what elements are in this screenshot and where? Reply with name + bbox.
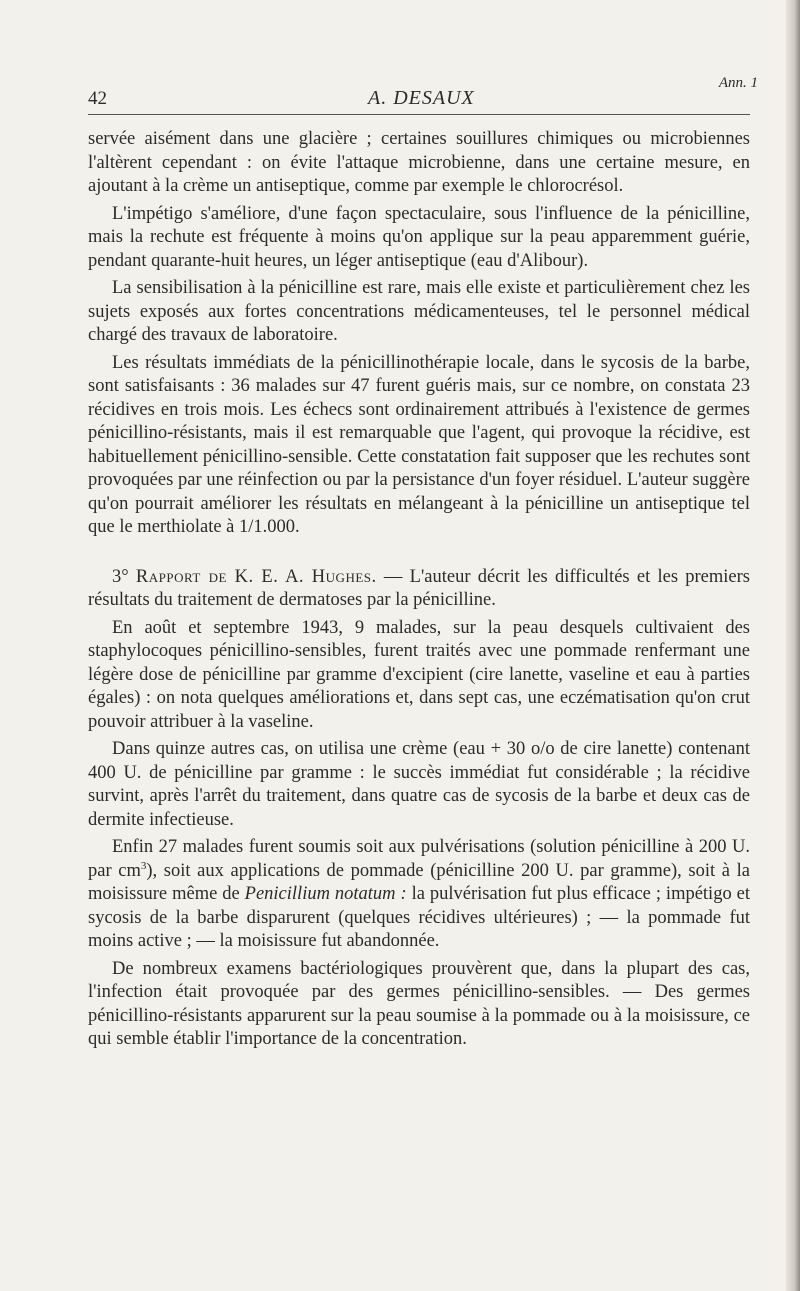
paragraph-aout-septembre: En août et septembre 1943, 9 malades, sur la peau desquels cultivaient des staphylocoques pénicillino-sensibles, furent traités avec une pommade renfermant une légère dose de pénicilline par gramme d'excipient (cire lanette, vaseline et eau à parties égales) : on nota quelques améliorations et, dans sept cas, une eczématisation qu'on crut pouvoir attribuer à la vaseline. [88,617,750,732]
section-heading: Rapport de K. E. A. Hughes. [135,566,377,587]
paragraph-sycosis-results: Les résultats immédiats de la pénicillinothérapie locale, dans le sycosis de la barbe, sont satisfaisants : 36 malades sur 47 furent guéris mais, sur ce nombre, on constata 23 récidives en trois mois. Les échecs sont ordinairement attribués à l'existence de germes pénicillino-résistants, mais il est remarquable que l'agent, qui provoque la récidive, est habituellement pénicillino-sensible. Cette constatation fait supposer que les rechutes sont provoquées par une réinfection ou par la persistance d'un foyer résiduel. L'auteur suggère qu'on pourrait améliorer les résultats en mélangeant à la pénicilline un antiseptique tel que le merthiolate à 1/1.000. [88,352,750,537]
paragraph-impetigo: L'impétigo s'améliore, d'une façon spectaculaire, sous l'influence de la pénicilline, mais la rechute est fréquente à moins qu'on applique sur la peau apparemment guérie, pendant quarante-huit heures, un léger antiseptique (eau d'Alibour). [88,203,750,271]
paragraph-continuation: servée aisément dans une glacière ; certaines souillures chimiques ou microbiennes l'altèrent cependant : on évite l'attaque microbienne, dans une certaine mesure, en ajoutant à la crème un antiseptique, comme par exemple le chlorocrésol. [88,129,750,196]
text-segment: Enfin 27 malades furent soumis soit aux pulvérisations (solution pénicilline à 200 U. par cm [88,837,750,881]
paragraph-quinze-cas: Dans quinze autres cas, on utilisa une crème (eau + 30 o/o de cire lanette) contenant 400 U. de pénicilline par gramme : le succès immédiat fut considérable ; la récidive survint, après l'arrêt du traitement, dans quatre cas de sycosis de la barbe et deux cas de dermite infectieuse. [88,739,750,830]
text-segment: ), soit aux applications de pommade (pénicilline 200 U. par gramme), soit à la moisissure même de [88,860,750,904]
paragraph-sensibilisation: La sensibilisation à la pénicilline est rare, mais elle existe et particulièrement chez les sujets exposés aux fortes concentrations médicamenteuses, tel le personnel médical chargé des travaux de laboratoire. [88,278,750,345]
species-name: Penicillium notatum : [244,884,407,904]
running-title: A. DESAUX [368,87,475,109]
text-segment: la pulvérisation fut plus efficace ; impétigo et sycosis de la barbe disparurent (quelques récidives ultérieures) ; — la pommade fut moins active ; — la moisissure fut abandonnée. [88,884,750,951]
header-rule [88,114,750,115]
page-number: 42 [88,88,107,109]
section-number: 3° [112,566,129,587]
page-edge-shadow [786,0,800,1291]
section-intro-text: — L'auteur décrit les difficultés et les premiers résultats du traitement de dermatoses par la pénicilline. [88,566,750,610]
body-text [88,128,750,1052]
paragraph-examens: De nombreux examens bactériologiques prouvèrent que, dans la plupart des cas, l'infection était provoquée par des germes pénicillino-sensibles. — Des germes pénicillino-résistants apparurent sur la peau soumise à la pommade ou à la moisissure, ce qui semble établir l'importance de la concentration. [88,958,750,1049]
handwritten-annotation: Ann. 1 [718,75,758,91]
superscript: 3 [140,859,147,872]
paragraph-enfin-27 [88,836,750,954]
page-header [88,75,758,114]
paragraph-rapport-hughes [88,566,750,613]
